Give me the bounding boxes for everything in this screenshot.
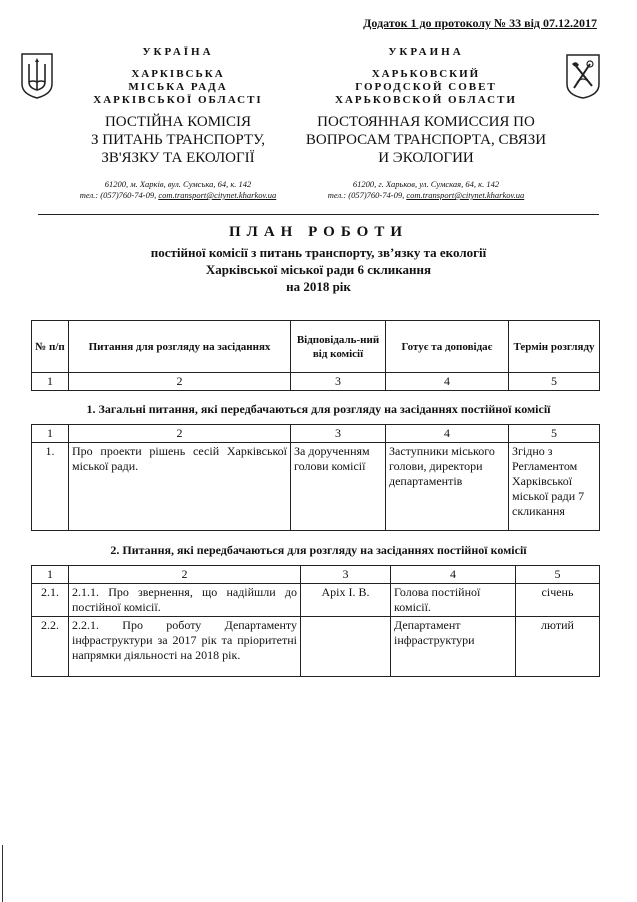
col-number: 1 [32,425,69,443]
row-reporter: Департамент інфраструктури [391,617,516,677]
table-row [32,584,600,617]
row-number: 2.2. [32,617,69,677]
row-term: лютий [516,617,600,677]
header-divider [38,214,599,215]
country-ua: УКРАЇНА [142,46,214,58]
scan-edge-line [2,845,3,902]
document-title [0,224,637,295]
columns-header-table [31,320,600,391]
row-responsible: За дорученням голови комісії [291,443,386,531]
plan-subtitle: постійної комісії з питань транспорту, зв’язку та екології Харківської міської ради 6 скликання на 2018 рік [150,245,487,294]
col-number: 1 [32,566,69,584]
row-number: 2.1. [32,584,69,617]
country-ru: УКРАИНА [388,46,464,58]
table-row [32,617,600,677]
row-reporter: Заступники міського голови, директори департаментів [386,443,509,531]
col-number: 3 [291,425,386,443]
council-ru: ХАРЬКОВСКИЙ ГОРОДСКОЙ СОВЕТ ХАРЬКОВСКОЙ ОБЛАСТИ [335,68,517,106]
email-link-ru[interactable]: com.transport@citynet.kharkov.ua [406,190,525,200]
col-number: 3 [301,566,391,584]
row-question: 2.2.1. Про роботу Департаменту інфраструктури за 2017 рік та пріоритетні напрямки діяльності на 2018 рік. [69,617,301,677]
col-header-reporter: Готує та доповідає [386,321,509,373]
col-number: 2 [69,425,291,443]
row-responsible: Аріх І. В. [301,584,391,617]
email-link-ua[interactable]: com.transport@citynet.kharkov.ua [158,190,277,200]
committee-ua: ПОСТІЙНА КОМІСІЯ З ПИТАНЬ ТРАНСПОРТУ, ЗВ'ЯЗКУ ТА ЕКОЛОГІЇ [91,114,265,166]
kharkiv-coat-of-arms-icon [564,52,602,100]
col-number: 1 [32,373,69,391]
col-number: 4 [391,566,516,584]
annex-note: Додаток 1 до протоколу № 33 від 07.12.2017 [363,16,597,30]
col-number: 5 [509,425,600,443]
row-question: Про проекти рішень сесій Харківської міської ради. [69,443,291,531]
table-row [32,443,600,531]
council-ua: ХАРКІВСЬКА МІСЬКА РАДА ХАРКІВСЬКОЇ ОБЛАСТІ [93,68,263,106]
col-number: 2 [69,566,301,584]
col-number: 4 [386,425,509,443]
col-number: 4 [386,373,509,391]
header-russian [295,46,557,201]
section-2-table [31,565,600,677]
col-header-responsible: Відповідаль-ний від комісії [291,321,386,373]
trident-icon [20,52,54,100]
col-number: 5 [516,566,600,584]
plan-title: ПЛАН РОБОТИ [229,224,408,240]
col-header-number: № п/п [32,321,69,373]
row-number: 1. [32,443,69,531]
row-question: 2.1.1. Про звернення, що надійшли до постійної комісії. [69,584,301,617]
contacts-ua: 61200, м. Харків, вул. Сумська, 64, к. 142 тел.: (057)760-74-09, com.transport@citynet.kharkov.ua [79,179,277,200]
header-ukrainian [72,46,284,201]
col-header-question: Питання для розгляду на засіданнях [69,321,291,373]
col-number: 3 [291,373,386,391]
section-2-title: 2. Питання, які передбачаються для розгляду на засіданнях постійної комісії [110,543,527,557]
col-header-term: Термін розгляду [509,321,600,373]
col-number: 5 [509,373,600,391]
section-1-title: 1. Загальні питання, які передбачаються для розгляду на засіданнях постійної комісії [86,402,551,416]
row-responsible [301,617,391,677]
section-1-table [31,424,600,531]
col-number: 2 [69,373,291,391]
row-term: Згідно з Регламентом Харківської міської ради 7 скликання [509,443,600,531]
contacts-ru: 61200, г. Харьков, ул. Сумская, 64, к. 142 тел.: (057)760-74-09, com.transport@citynet.kharkov.ua [327,179,525,200]
committee-ru: ПОСТОЯННАЯ КОМИССИЯ ПО ВОПРОСАМ ТРАНСПОРТА, СВЯЗИ И ЭКОЛОГИИ [305,114,547,166]
row-term: січень [516,584,600,617]
row-reporter: Голова постійної комісії. [391,584,516,617]
